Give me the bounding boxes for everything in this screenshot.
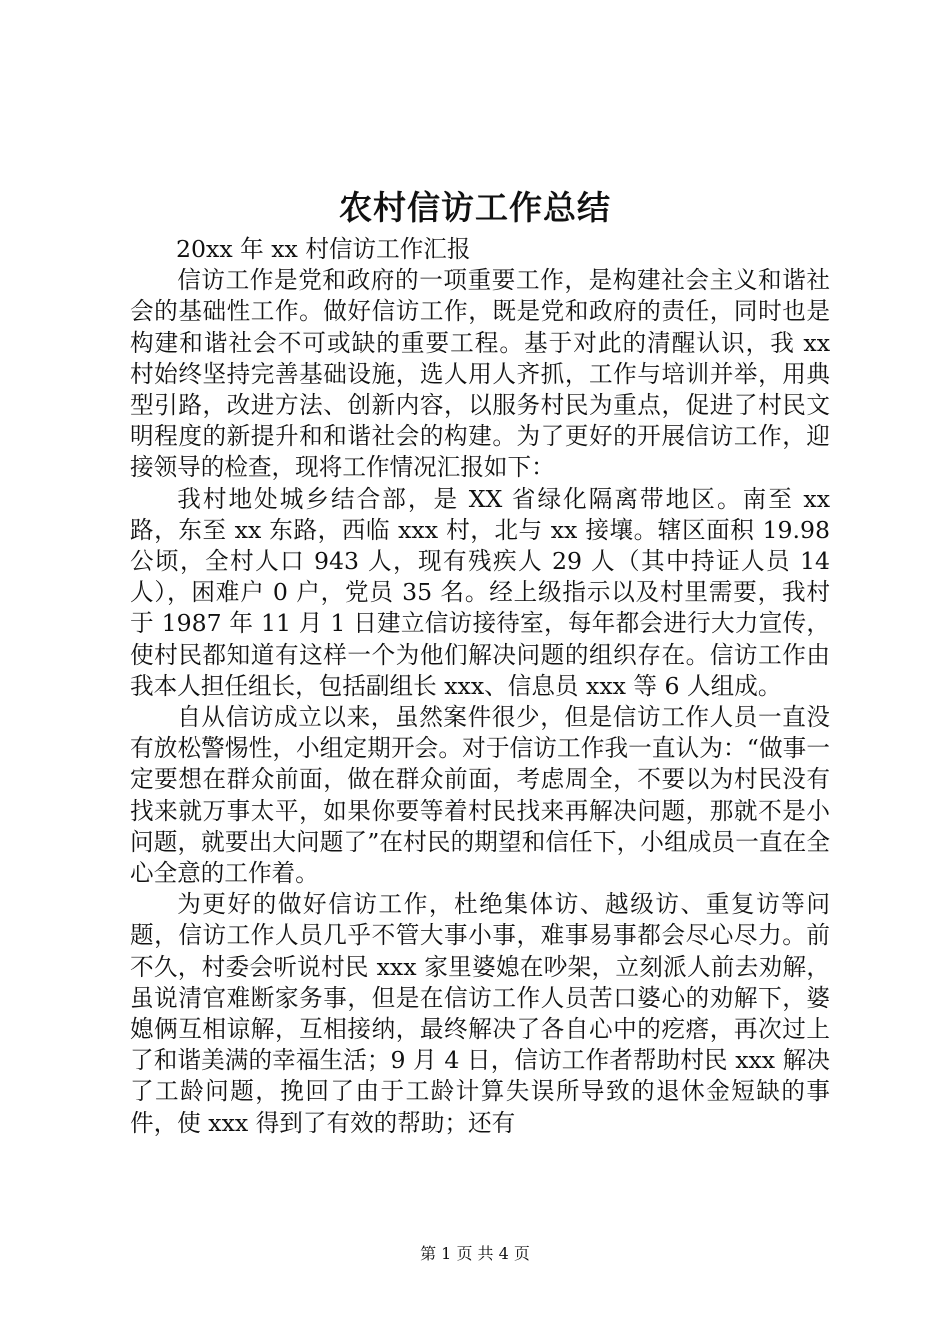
document-title: 农村信访工作总结 [339, 188, 611, 227]
document-subtitle: 20xx 年 xx 村信访工作汇报 [176, 235, 471, 263]
paragraph-case-examples: 为更好的做好信访工作，杜绝集体访、越级访、重复访等问题，信访工作人员几乎不管大事小事，难事易事都会尽心尽力。前不久，村委会听说村民 xxx 家里婆媳在吵架，立刻派人前去劝解，虽说清官难断家务事，但是在信访工作人员苦口婆心的劝解下，婆媳俩互相谅解，互相接纳，最终解决了各自心中的疙瘩，再次过上了和谐美满的幸福生活；9 月 4 日，信访工作者帮助村民 xxx 解决了工龄问题，挽回了由于工龄计算失误所导致的退休金短缺的事件，使 xxx 得到了有效的帮助；还有 [130, 890, 830, 1137]
paragraph-village-overview: 我村地处城乡结合部，是 XX 省绿化隔离带地区。南至 xx 路，东至 xx 东路，西临 xxx 村，北与 xx 接壤。辖区面积 19.98 公顷，全村人口 943 人，现有残疾人 29 人（其中持证人员 14 人），困难户 0 户，党员 35 名。经上级指示以及村里需要，我村于 1987 年 11 月 1 日建立信访接待室，每年都会进行大力宣传，使村民都知道有这样一个为他们解决问题的组织存在。信访工作由我本人担任组长，包括副组长 xxx、信息员 xxx 等 6 人组成。 [130, 484, 830, 700]
document-body [130, 234, 830, 1139]
paragraph-work-attitude: 自从信访成立以来，虽然案件很少，但是信访工作人员一直没有放松警惕性，小组定期开会。对于信访工作我一直认为：“做事一定要想在群众前面，做在群众前面，考虑周全，不要以为村民没有找来就万事太平，如果你要等着村民找来再解决问题，那就不是小问题，就要出大问题了”在村民的期望和信任下，小组成员一直在全心全意的工作着。 [130, 703, 830, 888]
paragraph-intro: 信访工作是党和政府的一项重要工作，是构建社会主义和谐社会的基础性工作。做好信访工作，既是党和政府的责任，同时也是构建和谐社会不可或缺的重要工程。基于对此的清醒认识，我 xx 村始终坚持完善基础设施，选人用人齐抓，工作与培训并举，用典型引路，改进方法、创新内容，以服务村民为重点，促进了村民文明程度的新提升和和谐社会的构建。为了更好的开展信访工作，迎接领导的检查，现将工作情况汇报如下： [130, 266, 830, 482]
page-footer: 第 1 页 共 4 页 [420, 1244, 530, 1263]
